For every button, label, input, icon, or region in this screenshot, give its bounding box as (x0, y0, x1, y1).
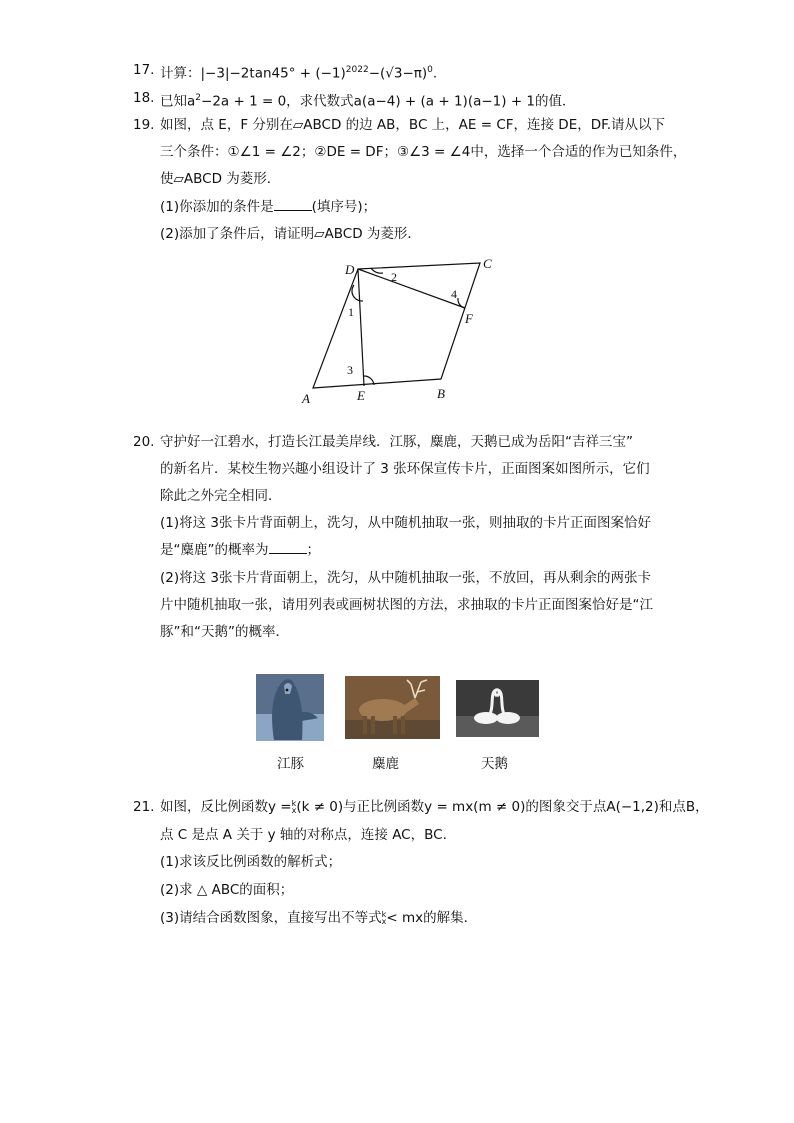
question-number: 20. (133, 434, 155, 450)
fraction-denominator: x (381, 917, 387, 926)
q20-line2: 的新名片．某校生物兴趣小组设计了 3 张环保宣传卡片，正面图案如图所示，它们 (160, 461, 650, 477)
question-number: 21. (133, 799, 155, 815)
q19-line2: 三个条件：①∠1 = ∠2；②DE = DF；③∠3 = ∠4中，选择一个合适的作为已知条件， (160, 144, 687, 160)
q19-sub1 (160, 198, 376, 216)
dolphin-image (256, 674, 324, 741)
q20-sub1b (160, 541, 320, 559)
q21-sub1: (1)求该反比例函数的解析式； (160, 854, 342, 870)
q20-sub2a: (2)将这 3张卡片背面朝上，洗匀，从中随机抽取一张，不放回，再从剩余的两张卡 (160, 570, 652, 586)
q21-sub3 (160, 909, 477, 927)
angle-3-label: 3 (347, 363, 353, 377)
answer-blank[interactable] (269, 541, 307, 554)
q19-line1: 如图，点 E，F 分别在▱ABCD 的边 AB，BC 上，AE = CF，连接 DE，DF.请从以下 (160, 117, 666, 133)
q21-line2: 点 C 是点 A 关于 y 轴的对称点，连接 AC，BC. (160, 827, 447, 843)
label-A: A (302, 391, 310, 406)
q18-text-a: 已知a (160, 93, 196, 110)
q20-line3: 除此之外完全相同． (160, 488, 282, 504)
q20-line1: 守护好一江碧水，打造长江最美岸线．江豚，麋鹿，天鹅已成为岳阳“吉祥三宝” (160, 434, 633, 450)
label-C: C (483, 256, 492, 271)
q17-exponent-2: 0 (427, 65, 433, 75)
q21-line1 (160, 798, 709, 816)
q19-sub1-suffix: (填序号)； (311, 199, 377, 215)
q21-sub3-b: < mx的解集． (386, 910, 478, 926)
q17-exponent: 2022 (345, 65, 369, 75)
q17-text-a: 计算：|−3|−2tan45° + (−1) (160, 65, 346, 82)
q17-text-c: . (432, 65, 438, 82)
angle-4-label: 4 (451, 287, 457, 301)
q20-sub2c: 豚”和“天鹅”的概率． (160, 624, 289, 640)
q20-sub2b: 片中随机抽取一张，请用列表或画树状图的方法，求抽取的卡片正面图案恰好是“江 (160, 597, 653, 613)
q21-line1-b: (k ≠ 0)与正比例函数y = mx(m ≠ 0)的图象交于点A(−1,2)和点B， (296, 799, 709, 815)
q19-sub1-text: (1)你添加的条件是 (160, 199, 274, 215)
parallelogram-figure (295, 255, 510, 410)
question-18-text (160, 89, 576, 111)
question-number: 19. (133, 117, 155, 133)
q21-sub3-a: (3)请结合函数图象，直接写出不等式 (160, 910, 382, 926)
question-17-text (160, 61, 437, 83)
label-D: D (345, 262, 355, 277)
deer-image (345, 676, 440, 739)
fraction-denominator: x (291, 806, 297, 815)
q19-sub2: (2)添加了条件后，请证明▱ABCD 为菱形． (160, 226, 421, 242)
fraction-numerator: k (381, 910, 387, 919)
label-F: F (465, 311, 473, 326)
q19-line3: 使▱ABCD 为菱形． (160, 171, 281, 187)
q21-line1-a: 如图，反比例函数y = (160, 799, 292, 815)
angle-2-label: 2 (391, 270, 397, 284)
question-number: 17. (133, 62, 155, 78)
q17-text-b: −(√3−π) (368, 65, 428, 82)
card-caption-deer: 麋鹿 (372, 756, 399, 772)
q20-sub1a: (1)将这 3张卡片背面朝上，洗匀，从中随机抽取一张，则抽取的卡片正面图案恰好 (160, 515, 652, 531)
q20-sub1b-suffix: ； (306, 542, 320, 558)
q20-sub1b-text: 是“麋鹿”的概率为 (160, 542, 269, 558)
fraction-numerator: k (291, 799, 297, 808)
answer-blank[interactable] (274, 198, 312, 211)
card-caption-dolphin: 江豚 (277, 756, 304, 772)
label-B: B (437, 386, 445, 401)
q18-exponent: 2 (195, 93, 202, 103)
swans-image (456, 680, 539, 737)
label-E: E (357, 388, 365, 403)
question-number: 18. (133, 90, 155, 106)
angle-1-label: 1 (348, 305, 354, 319)
q18-text-b: −2a + 1 = 0，求代数式a(a−4) + (a + 1)(a−1) + 1的值． (201, 93, 576, 110)
q21-sub2: (2)求 △ ABC的面积； (160, 882, 294, 898)
card-caption-swan: 天鹅 (481, 756, 508, 772)
